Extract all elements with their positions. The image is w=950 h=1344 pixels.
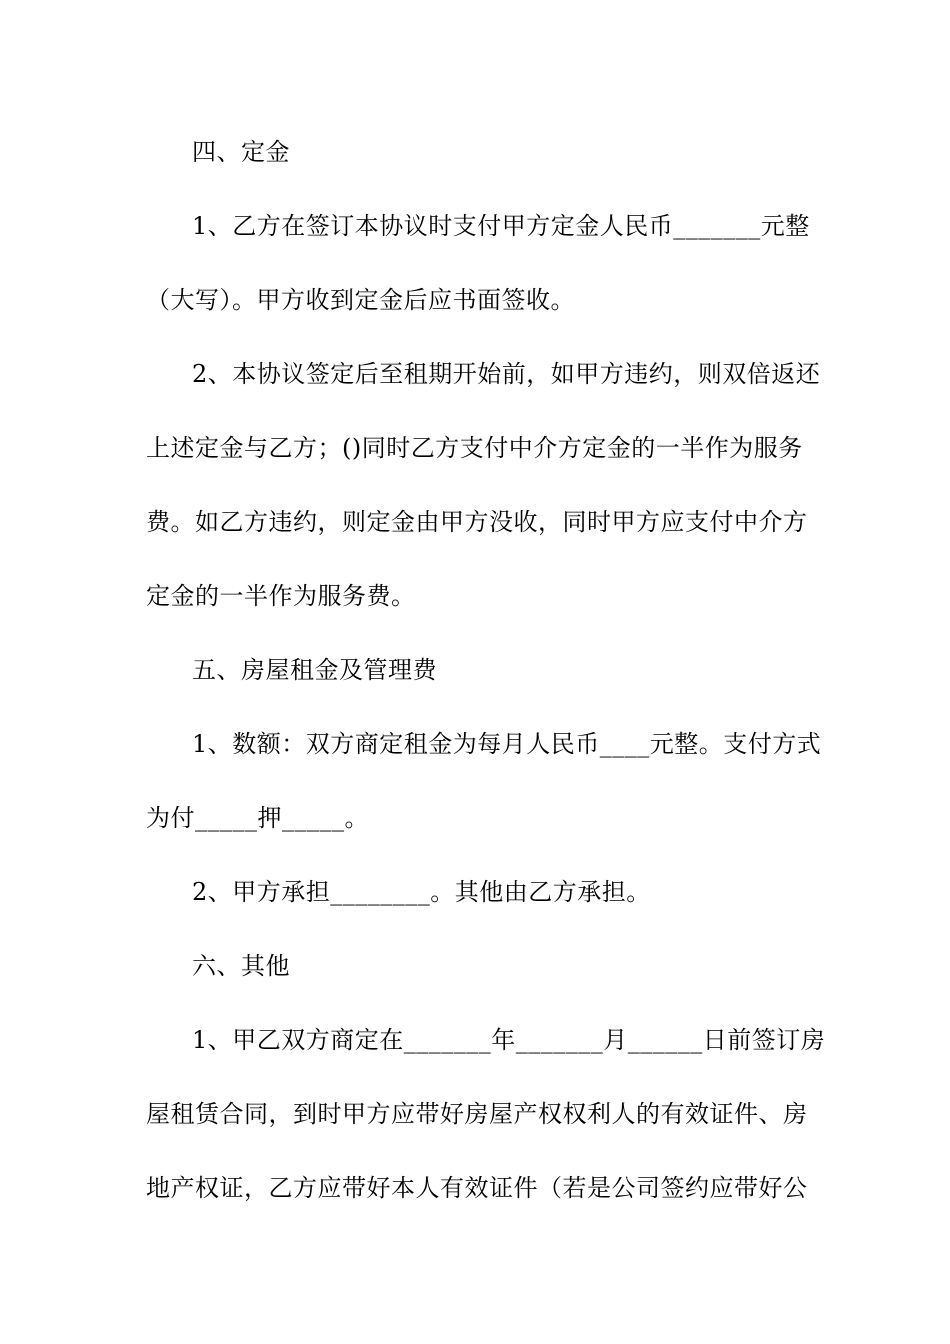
paragraph-line: 2、本协议签定后至租期开始前，如甲方违约，则双倍返还 bbox=[192, 360, 821, 388]
paragraph-line: 上述定金与乙方；()同时乙方支付中介方定金的一半作为服务 bbox=[146, 434, 803, 462]
section-heading-deposit: 四、定金 bbox=[192, 138, 290, 166]
paragraph-line: 定金的一半作为服务费。 bbox=[146, 582, 416, 610]
section-heading-other: 六、其他 bbox=[192, 952, 290, 980]
paragraph-line: 2、甲方承担________。其他由乙方承担。 bbox=[192, 878, 651, 906]
paragraph-line: 费。如乙方违约，则定金由甲方没收，同时甲方应支付中介方 bbox=[146, 508, 808, 536]
paragraph-line: 1、甲乙双方商定在_______年_______月______日前签订房 bbox=[192, 1026, 826, 1054]
paragraph-line: 屋租赁合同，到时甲方应带好房屋产权权利人的有效证件、房 bbox=[146, 1100, 808, 1128]
paragraph-line: （大写）。甲方收到定金后应书面签收。 bbox=[146, 286, 575, 314]
paragraph-line: 1、数额：双方商定租金为每月人民币____元整。支付方式 bbox=[192, 730, 822, 758]
paragraph-line: 地产权证，乙方应带好本人有效证件（若是公司签约应带好公 bbox=[146, 1174, 808, 1202]
paragraph-line: 1、乙方在签订本协议时支付甲方定金人民币_______元整 bbox=[192, 212, 810, 240]
paragraph-line: 为付_____押_____。 bbox=[146, 804, 369, 832]
section-heading-rent: 五、房屋租金及管理费 bbox=[192, 656, 437, 684]
